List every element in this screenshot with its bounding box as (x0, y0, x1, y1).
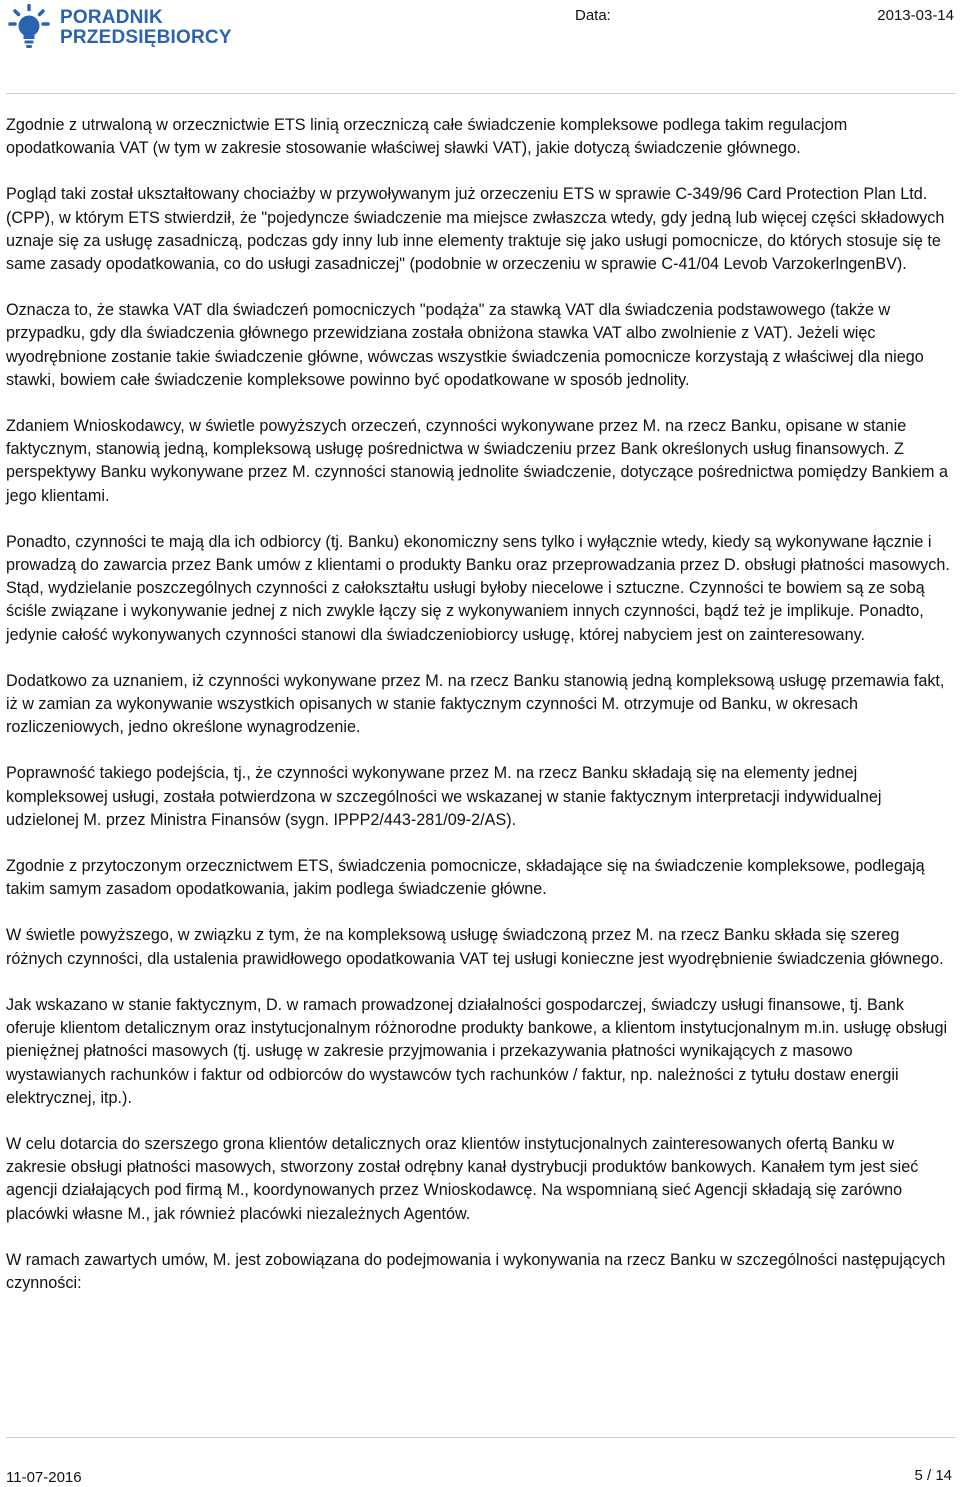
logo (6, 2, 246, 52)
paragraph: Jak wskazano w stanie faktycznym, D. w ramach prowadzonej działalności gospodarczej, świadczy usługi finansowe, tj. Bank oferuje klientom detalicznym oraz instytucjonalnym różnorodne produkty bankowe, a klientom instytucjonalnym m.in. usługę obsługi pieniężnej płatności masowych (tj. usługę w zakresie przyjmowania i przekazywania płatności wynikających z masowo wystawianych rachunków i faktur od odbiorców do wystawców tych rachunków / faktur, np. należności z tytułu dostaw energii elektrycznej, itp.). (6, 995, 948, 1107)
date-value: 2013-03-14 (877, 7, 954, 24)
paragraph: Zdaniem Wnioskodawcy, w świetle powyższych orzeczeń, czynności wykonywane przez M. na rzecz Banku, opisane w stanie faktycznym, stanowią jedną, kompleksową usługę pośrednictwa w świadczeniu przez Bank określonych usług finansowych. Z perspektywy Banku wykonywane przez M. czynności stanowią jednolite świadczenie, dotyczące pośrednictwa pomiędzy Bankiem a jego klientami. (6, 417, 949, 505)
paragraph: W świetle powyższego, w związku z tym, że na kompleksową usługę świadczoną przez M. na rzecz Banku składa się szereg różnych czynności, dla ustalenia prawidłowego opodatkowania VAT tej usługi konieczne jest wyodrębnienie świadczenia głównego. (6, 926, 944, 968)
paragraph: Oznacza to, że stawka VAT dla świadczeń pomocniczych "podąża" za stawką VAT dla świadczenia podstawowego (także w przypadku, gdy dla świadczenia głównego przewidziana została obniżona stawka VAT albo zwolnienie z VAT). Jeżeli więc wyodrębnione zostanie takie świadczenie główne, wówczas wszystkie świadczenia pomocnicze korzystają z właściwej dla niego stawki, bowiem całe świadczenie kompleksowe powinno być opodatkowane w sposób jednolity. (6, 301, 924, 389)
paragraph: Pogląd taki został ukształtowany chociażby w przywoływanym już orzeczeniu ETS w sprawie C-349/96 Card Protection Plan Ltd. (CPP), w którym ETS stwierdził, że "pojedyncze świadczenie ma miejsce zwłaszcza wtedy, gdy jedną lub więcej części składowych uznaje się za usługę zasadniczą, podczas gdy inny lub inne elementy traktuje się jako usługi pomocnicze, do których stosuje się te same zasady opodatkowania, co do usługi zasadniczej" (podobnie w orzeczeniu w sprawie C-41/04 Levob VarzokerlngenBV). (6, 185, 945, 274)
header-divider (6, 93, 956, 94)
page-number: 5 / 14 (914, 1467, 952, 1484)
footer-divider (6, 1437, 956, 1438)
paragraph: W ramach zawartych umów, M. jest zobowiązana do podejmowania i wykonywania na rzecz Banku w szczególności następujących czynności: (6, 1250, 946, 1292)
paragraph: W celu dotarcia do szerszego grona klientów detalicznych oraz klientów instytucjonalnych zainteresowanych ofertą Banku w zakresie obsługi płatności masowych, stworzony został odrębny kanał dystrybucji produktów bankowych. Kanałem tym jest sieć agencji działających pod firmą M., koordynowanych przez Wnioskodawcę. Na wspomnianą sieć Agencji składają się zarówno placówki własne M., jak również placówki niezależnych Agentów. (6, 1134, 919, 1223)
paragraph: Poprawność takiego podejścia, tj., że czynności wykonywane przez M. na rzecz Banku składają się na elementy jednej kompleksowej usługi, została potwierdzona w szczególności we wskazanej w stanie faktycznym interpretacji indywidualnej udzielonej M. przez Ministra Finansów (sygn. IPPP2/443-281/09-2/AS). (6, 764, 882, 829)
logo-line2: PRZEDSIĘBIORCY (60, 27, 232, 48)
paragraph: Dodatkowo za uznaniem, iż czynności wykonywane przez M. na rzecz Banku stanowią jedną kompleksową usługę przemawia fakt, iż w zamian za wykonywanie wszystkich opisanych w stanie faktycznym czynności M. otrzymuje od Banku, w okresach rozliczeniowych, jedno określone wynagrodzenie. (6, 671, 945, 737)
document-body (6, 114, 956, 1295)
lightbulb-icon (6, 4, 52, 50)
paragraph: Zgodnie z utrwaloną w orzecznictwie ETS linią orzeczniczą całe świadczenie kompleksowe podlega takim regulacjom opodatkowania VAT (w tym w zakresie stosowanie właściwej sławki VAT), jakie dotyczą świadczenie głównego. (6, 116, 848, 158)
date-label: Data: (575, 7, 611, 24)
paragraph: Ponadto, czynności te mają dla ich odbiorcy (tj. Banku) ekonomiczny sens tylko i wyłącznie wtedy, kiedy są wykonywane łącznie i prowadzą do zawarcia przez Bank umów z klientami o produkty Banku oraz przeprowadzania przez D. obsługi płatności masowych. Stąd, wydzielanie poszczególnych czynności z całokształtu usługi byłoby niecelowe i sztuczne. Czynności te bowiem są ze sobą ściśle związane i wykonywanie jednej z nich zwykle łączy się z wykonywaniem innych czynności, bądź też je implikuje. Ponadto, jedynie całość wykonywanych czynności stanowi dla świadczeniobiorcy usługę, której nabyciem jest on zainteresowany. (6, 532, 950, 644)
footer-date: 11-07-2016 (6, 1469, 82, 1486)
page-header (0, 0, 960, 50)
paragraph: Zgodnie z przytoczonym orzecznictwem ETS, świadczenia pomocnicze, składające się na świadczenie kompleksowe, podlegają takim samym zasadom opodatkowania, jakim podlega świadczenie główne. (6, 857, 925, 899)
logo-line1: PORADNIK (60, 7, 163, 28)
